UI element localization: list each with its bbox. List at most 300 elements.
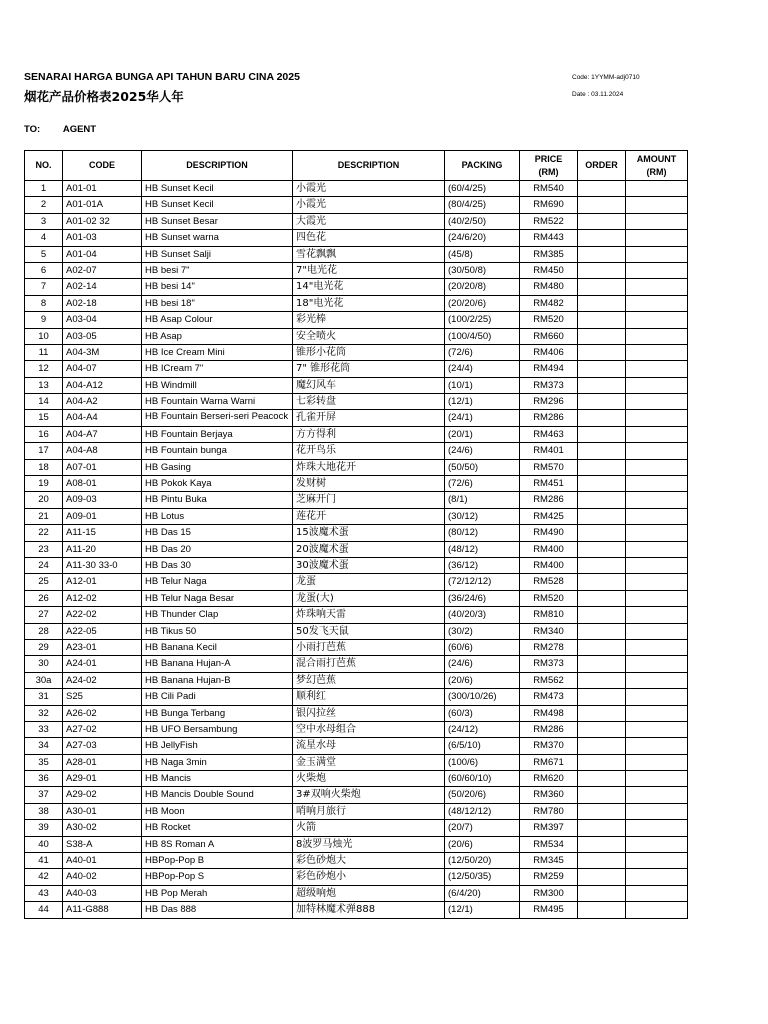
cell-no: 29 xyxy=(25,639,63,655)
cell-no: 37 xyxy=(25,787,63,803)
cell-description-chinese: 金玉满堂 xyxy=(293,754,445,770)
cell-no: 20 xyxy=(25,492,63,508)
table-row xyxy=(25,312,688,328)
cell-order[interactable] xyxy=(578,230,626,246)
table-row xyxy=(25,885,688,901)
cell-code: A12-02 xyxy=(63,590,142,606)
cell-order[interactable] xyxy=(578,508,626,524)
cell-order[interactable] xyxy=(578,771,626,787)
table-row xyxy=(25,869,688,885)
table-row xyxy=(25,181,688,197)
cell-packing: (45/8) xyxy=(445,246,520,262)
cell-description-chinese: 花开鸟乐 xyxy=(293,443,445,459)
cell-order[interactable] xyxy=(578,295,626,311)
table-row xyxy=(25,787,688,803)
cell-amount[interactable] xyxy=(626,181,688,197)
cell-code: A11-G888 xyxy=(63,902,142,918)
cell-price: RM660 xyxy=(520,328,578,344)
cell-description: HB besi 14" xyxy=(142,279,293,295)
cell-no: 41 xyxy=(25,853,63,869)
cell-description: HB Das 30 xyxy=(142,557,293,573)
cell-amount[interactable] xyxy=(626,508,688,524)
cell-price: RM443 xyxy=(520,230,578,246)
cell-code: A22-05 xyxy=(63,623,142,639)
cell-no: 43 xyxy=(25,885,63,901)
cell-code: A24-01 xyxy=(63,656,142,672)
price-list-table xyxy=(24,150,688,919)
cell-packing: (12/50/20) xyxy=(445,853,520,869)
cell-packing: (12/1) xyxy=(445,394,520,410)
cell-code: S38-A xyxy=(63,836,142,852)
cell-description-chinese: 3#双响火柴炮 xyxy=(293,787,445,803)
cell-code: A30-01 xyxy=(63,803,142,819)
cell-order[interactable] xyxy=(578,197,626,213)
cell-description: HB Naga 3min xyxy=(142,754,293,770)
cell-description: HB Telur Naga Besar xyxy=(142,590,293,606)
cell-order[interactable] xyxy=(578,443,626,459)
cell-order[interactable] xyxy=(578,639,626,655)
cell-packing: (12/50/35) xyxy=(445,869,520,885)
cell-no: 36 xyxy=(25,771,63,787)
cell-description: HB Sunset Besar xyxy=(142,213,293,229)
cell-packing: (24/6) xyxy=(445,443,520,459)
header-amount xyxy=(626,151,688,181)
table-row xyxy=(25,213,688,229)
cell-description: HB Ice Cream Mini xyxy=(142,344,293,360)
cell-description: HB besi 18" xyxy=(142,295,293,311)
cell-order[interactable] xyxy=(578,672,626,688)
cell-order[interactable] xyxy=(578,869,626,885)
cell-amount[interactable] xyxy=(626,394,688,410)
cell-no: 5 xyxy=(25,246,63,262)
cell-amount[interactable] xyxy=(626,689,688,705)
cell-order[interactable] xyxy=(578,476,626,492)
cell-price: RM810 xyxy=(520,607,578,623)
cell-order[interactable] xyxy=(578,492,626,508)
cell-order[interactable] xyxy=(578,312,626,328)
cell-code: A04-A7 xyxy=(63,426,142,442)
cell-description-chinese: 30波魔术蛋 xyxy=(293,557,445,573)
cell-order[interactable] xyxy=(578,803,626,819)
cell-order[interactable] xyxy=(578,541,626,557)
cell-amount[interactable] xyxy=(626,820,688,836)
cell-code: A27-02 xyxy=(63,721,142,737)
cell-code: A04-A8 xyxy=(63,443,142,459)
cell-code: A27-03 xyxy=(63,738,142,754)
cell-code: S25 xyxy=(63,689,142,705)
table-row xyxy=(25,820,688,836)
cell-order[interactable] xyxy=(578,262,626,278)
cell-price: RM620 xyxy=(520,771,578,787)
cell-packing: (20/1) xyxy=(445,426,520,442)
cell-description-chinese: 炸珠响天雷 xyxy=(293,607,445,623)
cell-order[interactable] xyxy=(578,279,626,295)
cell-description: HB Telur Naga xyxy=(142,574,293,590)
table-row xyxy=(25,754,688,770)
cell-description-chinese: 梦幻芭蕉 xyxy=(293,672,445,688)
cell-description-chinese: 小霞光 xyxy=(293,197,445,213)
cell-no: 14 xyxy=(25,394,63,410)
cell-description-chinese: 7" 锥形花筒 xyxy=(293,361,445,377)
cell-no: 4 xyxy=(25,230,63,246)
cell-code: A03-04 xyxy=(63,312,142,328)
cell-amount[interactable] xyxy=(626,836,688,852)
table-row xyxy=(25,574,688,590)
cell-amount[interactable] xyxy=(626,672,688,688)
cell-no: 34 xyxy=(25,738,63,754)
cell-code: A02-07 xyxy=(63,262,142,278)
cell-order[interactable] xyxy=(578,902,626,918)
cell-description-chinese: 小霞光 xyxy=(293,181,445,197)
table-row xyxy=(25,361,688,377)
table-row xyxy=(25,721,688,737)
cell-no: 30 xyxy=(25,656,63,672)
cell-price: RM406 xyxy=(520,344,578,360)
cell-order[interactable] xyxy=(578,574,626,590)
cell-price: RM494 xyxy=(520,361,578,377)
cell-no: 42 xyxy=(25,869,63,885)
cell-description: HBPop-Pop B xyxy=(142,853,293,869)
cell-description: HB Banana Kecil xyxy=(142,639,293,655)
cell-description-chinese: 50发飞天鼠 xyxy=(293,623,445,639)
cell-amount[interactable] xyxy=(626,787,688,803)
cell-amount[interactable] xyxy=(626,639,688,655)
table-row xyxy=(25,853,688,869)
cell-no: 31 xyxy=(25,689,63,705)
cell-description-chinese: 安全喷火 xyxy=(293,328,445,344)
cell-order[interactable] xyxy=(578,410,626,426)
cell-code: A01-02 32 xyxy=(63,213,142,229)
cell-description-chinese: 小雨打芭蕉 xyxy=(293,639,445,655)
table-row xyxy=(25,836,688,852)
cell-no: 7 xyxy=(25,279,63,295)
cell-order[interactable] xyxy=(578,853,626,869)
cell-code: A40-02 xyxy=(63,869,142,885)
header-amount-line1: AMOUNT xyxy=(636,153,677,164)
cell-amount[interactable] xyxy=(626,213,688,229)
cell-amount[interactable] xyxy=(626,590,688,606)
cell-description-chinese: 空中水母组合 xyxy=(293,721,445,737)
cell-packing: (300/10/26) xyxy=(445,689,520,705)
cell-packing: (20/20/8) xyxy=(445,279,520,295)
table-row xyxy=(25,262,688,278)
cell-description: HB Tikus 50 xyxy=(142,623,293,639)
cell-description-chinese: 莲花开 xyxy=(293,508,445,524)
cell-description-chinese: 彩光棒 xyxy=(293,312,445,328)
cell-amount[interactable] xyxy=(626,476,688,492)
header-packing: PACKING xyxy=(445,151,520,181)
cell-description-chinese: 锥形小花筒 xyxy=(293,344,445,360)
cell-amount[interactable] xyxy=(626,869,688,885)
cell-amount[interactable] xyxy=(626,525,688,541)
cell-description-chinese: 发财树 xyxy=(293,476,445,492)
cell-price: RM520 xyxy=(520,590,578,606)
cell-order[interactable] xyxy=(578,344,626,360)
cell-order[interactable] xyxy=(578,885,626,901)
cell-amount[interactable] xyxy=(626,803,688,819)
cell-amount[interactable] xyxy=(626,312,688,328)
cell-no: 11 xyxy=(25,344,63,360)
table-row xyxy=(25,377,688,393)
cell-packing: (72/6) xyxy=(445,476,520,492)
cell-code: A01-04 xyxy=(63,246,142,262)
cell-packing: (72/6) xyxy=(445,344,520,360)
cell-code: A40-03 xyxy=(63,885,142,901)
table-row xyxy=(25,705,688,721)
cell-price: RM450 xyxy=(520,262,578,278)
cell-packing: (30/12) xyxy=(445,508,520,524)
cell-packing: (48/12) xyxy=(445,541,520,557)
cell-amount[interactable] xyxy=(626,738,688,754)
cell-code: A09-01 xyxy=(63,508,142,524)
header-price-line2: (RM) xyxy=(538,166,559,177)
cell-amount[interactable] xyxy=(626,410,688,426)
cell-price: RM373 xyxy=(520,656,578,672)
cell-description-chinese: 彩色砂炮大 xyxy=(293,853,445,869)
cell-packing: (40/20/3) xyxy=(445,607,520,623)
cell-code: A04-07 xyxy=(63,361,142,377)
cell-amount[interactable] xyxy=(626,541,688,557)
cell-order[interactable] xyxy=(578,607,626,623)
header-amount-line2: (RM) xyxy=(646,166,667,177)
to-label: TO: xyxy=(24,124,41,135)
cell-order[interactable] xyxy=(578,426,626,442)
cell-amount[interactable] xyxy=(626,607,688,623)
cell-price: RM562 xyxy=(520,672,578,688)
cell-code: A04-A4 xyxy=(63,410,142,426)
cell-order[interactable] xyxy=(578,590,626,606)
cell-code: A02-14 xyxy=(63,279,142,295)
cell-amount[interactable] xyxy=(626,623,688,639)
cell-description-chinese: 龙蛋 xyxy=(293,574,445,590)
cell-packing: (8/1) xyxy=(445,492,520,508)
cell-amount[interactable] xyxy=(626,705,688,721)
cell-order[interactable] xyxy=(578,623,626,639)
cell-amount[interactable] xyxy=(626,344,688,360)
cell-amount[interactable] xyxy=(626,492,688,508)
cell-price: RM463 xyxy=(520,426,578,442)
cell-code: A01-01 xyxy=(63,181,142,197)
cell-order[interactable] xyxy=(578,721,626,737)
cell-amount[interactable] xyxy=(626,262,688,278)
cell-amount[interactable] xyxy=(626,754,688,770)
header-description-chinese: DESCRIPTION xyxy=(293,151,445,181)
table-row xyxy=(25,623,688,639)
table-row xyxy=(25,590,688,606)
cell-packing: (24/6/20) xyxy=(445,230,520,246)
cell-packing: (80/12) xyxy=(445,525,520,541)
cell-order[interactable] xyxy=(578,705,626,721)
cell-price: RM480 xyxy=(520,279,578,295)
cell-order[interactable] xyxy=(578,836,626,852)
table-row xyxy=(25,295,688,311)
cell-code: A22-02 xyxy=(63,607,142,623)
cell-code: A12-01 xyxy=(63,574,142,590)
cell-amount[interactable] xyxy=(626,361,688,377)
cell-description-chinese: 雪花飘飘 xyxy=(293,246,445,262)
cell-price: RM425 xyxy=(520,508,578,524)
cell-packing: (100/2/25) xyxy=(445,312,520,328)
cell-price: RM780 xyxy=(520,803,578,819)
table-row xyxy=(25,656,688,672)
cell-description-chinese: 彩色砂炮小 xyxy=(293,869,445,885)
cell-order[interactable] xyxy=(578,377,626,393)
cell-code: A04-3M xyxy=(63,344,142,360)
cell-order[interactable] xyxy=(578,738,626,754)
cell-description: HB Pop Merah xyxy=(142,885,293,901)
cell-no: 15 xyxy=(25,410,63,426)
cell-amount[interactable] xyxy=(626,459,688,475)
cell-description-chinese: 四色花 xyxy=(293,230,445,246)
cell-amount[interactable] xyxy=(626,279,688,295)
cell-price: RM345 xyxy=(520,853,578,869)
cell-order[interactable] xyxy=(578,754,626,770)
cell-price: RM397 xyxy=(520,820,578,836)
cell-description-chinese: 方方得利 xyxy=(293,426,445,442)
cell-description: HB Cili Padi xyxy=(142,689,293,705)
table-row xyxy=(25,394,688,410)
cell-price: RM671 xyxy=(520,754,578,770)
cell-code: A11-30 33-0 xyxy=(63,557,142,573)
cell-no: 38 xyxy=(25,803,63,819)
cell-price: RM451 xyxy=(520,476,578,492)
cell-no: 33 xyxy=(25,721,63,737)
cell-order[interactable] xyxy=(578,394,626,410)
cell-packing: (6/5/10) xyxy=(445,738,520,754)
cell-packing: (20/20/6) xyxy=(445,295,520,311)
cell-price: RM522 xyxy=(520,213,578,229)
cell-amount[interactable] xyxy=(626,443,688,459)
cell-packing: (72/12/12) xyxy=(445,574,520,590)
cell-order[interactable] xyxy=(578,213,626,229)
cell-code: A28-01 xyxy=(63,754,142,770)
cell-packing: (30/2) xyxy=(445,623,520,639)
cell-price: RM570 xyxy=(520,459,578,475)
cell-price: RM540 xyxy=(520,181,578,197)
cell-packing: (24/12) xyxy=(445,721,520,737)
cell-amount[interactable] xyxy=(626,246,688,262)
cell-order[interactable] xyxy=(578,459,626,475)
cell-description: HB Sunset Kecil xyxy=(142,197,293,213)
cell-packing: (30/50/8) xyxy=(445,262,520,278)
cell-order[interactable] xyxy=(578,656,626,672)
cell-order[interactable] xyxy=(578,787,626,803)
document-title: SENARAI HARGA BUNGA API TAHUN BARU CINA 2025 xyxy=(24,71,300,83)
cell-no: 39 xyxy=(25,820,63,836)
cell-amount[interactable] xyxy=(626,328,688,344)
cell-price: RM495 xyxy=(520,902,578,918)
cell-order[interactable] xyxy=(578,328,626,344)
cell-description-chinese: 炸珠大地花开 xyxy=(293,459,445,475)
table-row xyxy=(25,508,688,524)
table-row xyxy=(25,689,688,705)
cell-amount[interactable] xyxy=(626,885,688,901)
table-row xyxy=(25,902,688,918)
cell-description-chinese: 芝麻开门 xyxy=(293,492,445,508)
cell-code: A04-A2 xyxy=(63,394,142,410)
cell-code: A40-01 xyxy=(63,853,142,869)
cell-code: A30-02 xyxy=(63,820,142,836)
table-row xyxy=(25,230,688,246)
cell-no: 28 xyxy=(25,623,63,639)
cell-description-chinese: 银闪拉丝 xyxy=(293,705,445,721)
cell-amount[interactable] xyxy=(626,771,688,787)
table-row xyxy=(25,426,688,442)
cell-amount[interactable] xyxy=(626,377,688,393)
cell-amount[interactable] xyxy=(626,721,688,737)
cell-no: 19 xyxy=(25,476,63,492)
cell-amount[interactable] xyxy=(626,197,688,213)
cell-description-chinese: 超级响炮 xyxy=(293,885,445,901)
cell-description: HB Banana Hujan-A xyxy=(142,656,293,672)
cell-price: RM360 xyxy=(520,787,578,803)
cell-description: HB Mancis Double Sound xyxy=(142,787,293,803)
table-row xyxy=(25,197,688,213)
cell-packing: (100/6) xyxy=(445,754,520,770)
cell-no: 16 xyxy=(25,426,63,442)
cell-packing: (36/12) xyxy=(445,557,520,573)
cell-no: 22 xyxy=(25,525,63,541)
table-row xyxy=(25,607,688,623)
cell-packing: (24/4) xyxy=(445,361,520,377)
cell-order[interactable] xyxy=(578,689,626,705)
cell-price: RM534 xyxy=(520,836,578,852)
cell-description-chinese: 20波魔术蛋 xyxy=(293,541,445,557)
table-row xyxy=(25,525,688,541)
cell-description: HB UFO Bersambung xyxy=(142,721,293,737)
cell-packing: (48/12/12) xyxy=(445,803,520,819)
cell-code: A02-18 xyxy=(63,295,142,311)
table-row xyxy=(25,492,688,508)
cell-description: HB 8S Roman A xyxy=(142,836,293,852)
cell-no: 30a xyxy=(25,672,63,688)
cell-amount[interactable] xyxy=(626,574,688,590)
cell-no: 26 xyxy=(25,590,63,606)
cell-order[interactable] xyxy=(578,557,626,573)
cell-amount[interactable] xyxy=(626,557,688,573)
cell-amount[interactable] xyxy=(626,295,688,311)
cell-packing: (80/4/25) xyxy=(445,197,520,213)
table-row xyxy=(25,476,688,492)
cell-description: HB Windmill xyxy=(142,377,293,393)
cell-code: A26-02 xyxy=(63,705,142,721)
header-description: DESCRIPTION xyxy=(142,151,293,181)
cell-code: A07-01 xyxy=(63,459,142,475)
cell-amount[interactable] xyxy=(626,230,688,246)
table-row xyxy=(25,246,688,262)
cell-packing: (12/1) xyxy=(445,902,520,918)
cell-amount[interactable] xyxy=(626,902,688,918)
cell-order[interactable] xyxy=(578,525,626,541)
cell-code: A09-03 xyxy=(63,492,142,508)
cell-description: HB Lotus xyxy=(142,508,293,524)
cell-amount[interactable] xyxy=(626,853,688,869)
cell-amount[interactable] xyxy=(626,426,688,442)
cell-packing: (20/6) xyxy=(445,836,520,852)
cell-price: RM401 xyxy=(520,443,578,459)
cell-description: HB besi 7" xyxy=(142,262,293,278)
cell-amount[interactable] xyxy=(626,656,688,672)
cell-order[interactable] xyxy=(578,246,626,262)
cell-order[interactable] xyxy=(578,181,626,197)
cell-description: HBPop-Pop S xyxy=(142,869,293,885)
cell-code: A23-01 xyxy=(63,639,142,655)
table-row xyxy=(25,639,688,655)
cell-order[interactable] xyxy=(578,361,626,377)
cell-price: RM286 xyxy=(520,410,578,426)
cell-no: 40 xyxy=(25,836,63,852)
cell-order[interactable] xyxy=(578,820,626,836)
